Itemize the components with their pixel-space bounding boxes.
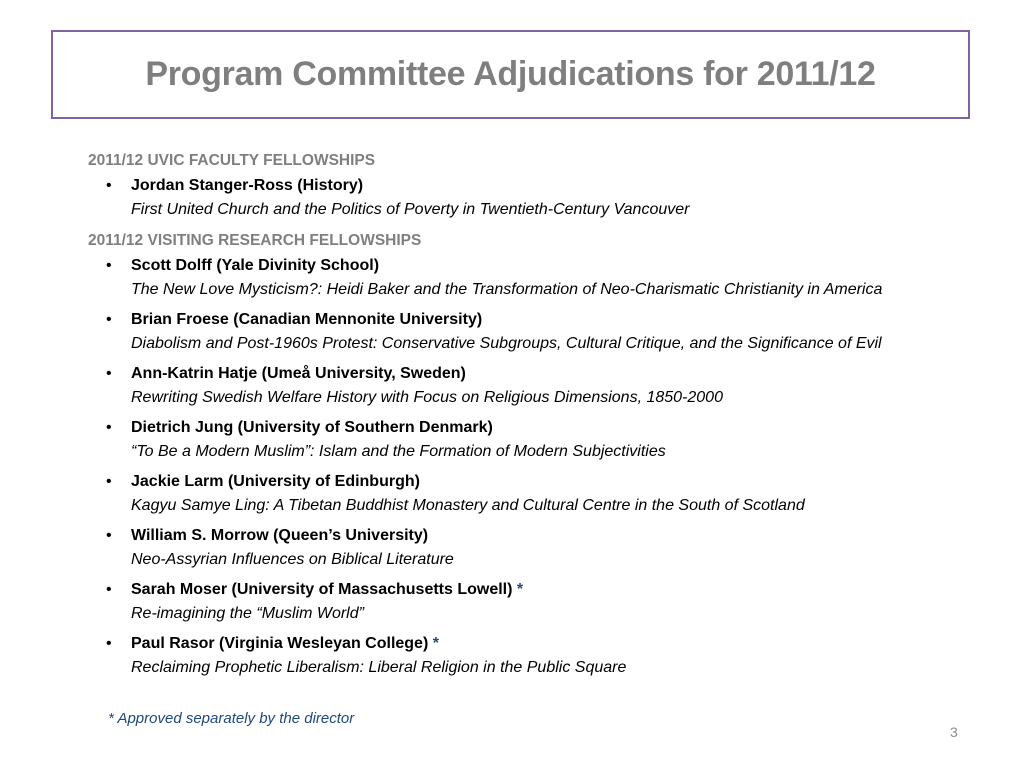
slide-content <box>88 148 988 686</box>
fellow-name: Paul Rasor (Virginia Wesleyan College) * <box>131 635 439 652</box>
list-item <box>88 174 988 222</box>
page-number: 3 <box>950 724 958 740</box>
project-title: Diabolism and Post-1960s Protest: Conservative Subgroups, Cultural Critique, and the Significance of Evil <box>131 335 882 352</box>
bullet-icon: • <box>106 177 112 194</box>
fellow-name: Jordan Stanger-Ross (History) <box>131 177 364 194</box>
asterisk-marker: * <box>432 635 439 652</box>
bullet-icon: • <box>106 527 112 544</box>
project-title: The New Love Mysticism?: Heidi Baker and the Transformation of Neo-Charismatic Christianity in America <box>131 281 883 298</box>
fellow-name: Dietrich Jung (University of Southern Denmark) <box>131 419 493 436</box>
project-title: First United Church and the Politics of Poverty in Twentieth-Century Vancouver <box>131 201 690 218</box>
list-item <box>88 308 988 356</box>
project-title: Neo-Assyrian Influences on Biblical Literature <box>131 551 454 568</box>
asterisk-marker: * <box>516 581 524 598</box>
project-title: “To Be a Modern Muslim”: Islam and the Formation of Modern Subjectivities <box>131 443 666 460</box>
bullet-icon: • <box>106 311 112 328</box>
section-heading: 2011/12 UVIC FACULTY FELLOWSHIPS <box>88 152 376 169</box>
project-title: Kagyu Samye Ling: A Tibetan Buddhist Monastery and Cultural Centre in the South of Scotland <box>131 497 805 514</box>
section-visiting <box>88 228 988 680</box>
footnote: * Approved separately by the director <box>108 710 355 727</box>
list-item <box>88 524 988 572</box>
project-title: Re-imagining the “Muslim World” <box>131 605 364 622</box>
bullet-icon: • <box>106 635 112 652</box>
fellow-name: Scott Dolff (Yale Divinity School) <box>131 257 380 274</box>
section-faculty <box>88 148 988 222</box>
bullet-icon: • <box>106 473 112 490</box>
fellow-name: Ann-Katrin Hatje (Umeå University, Sweden) <box>131 365 466 382</box>
fellow-name: Brian Froese (Canadian Mennonite University) <box>131 311 483 328</box>
list-item <box>88 362 988 410</box>
bullet-icon: • <box>106 257 112 274</box>
list-item <box>88 254 988 302</box>
fellow-name: Sarah Moser (University of Massachusetts Lowell) * <box>131 581 524 598</box>
project-title: Reclaiming Prophetic Liberalism: Liberal Religion in the Public Square <box>131 659 627 676</box>
list-item <box>88 578 988 626</box>
project-title: Rewriting Swedish Welfare History with Focus on Religious Dimensions, 1850-2000 <box>131 389 723 406</box>
fellow-name: William S. Morrow (Queen’s University) <box>131 527 429 544</box>
title-box <box>51 30 970 119</box>
bullet-icon: • <box>106 419 112 436</box>
list-item <box>88 632 988 680</box>
entry-list <box>88 254 988 680</box>
fellow-name: Jackie Larm (University of Edinburgh) <box>131 473 420 490</box>
list-item <box>88 470 988 518</box>
bullet-icon: • <box>106 581 112 598</box>
section-heading: 2011/12 VISITING RESEARCH FELLOWSHIPS <box>88 232 422 249</box>
entry-list <box>88 174 988 222</box>
list-item <box>88 416 988 464</box>
bullet-icon: • <box>106 365 112 382</box>
slide-title: Program Committee Adjudications for 2011/12 <box>145 55 876 93</box>
